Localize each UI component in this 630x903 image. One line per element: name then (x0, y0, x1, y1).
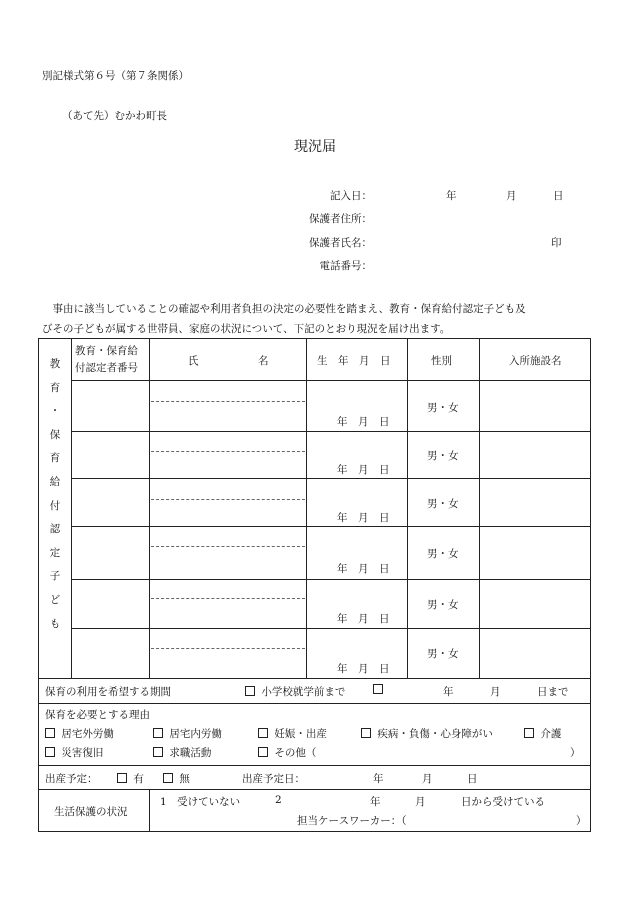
checkbox-icon (373, 684, 383, 694)
col-header-name-2: 名 (258, 355, 269, 367)
reason-other[interactable]: その他（ (258, 745, 316, 760)
checkbox-icon (45, 747, 55, 757)
form-number: 別記様式第６号（第７条関係） (42, 70, 189, 82)
checkbox-icon (117, 773, 127, 783)
checkbox-icon (45, 728, 55, 738)
phone-label: 電話番号： (319, 260, 372, 272)
reason-other-close: ） (570, 747, 581, 759)
date-year: 年 (446, 190, 457, 202)
intro-text (42, 299, 592, 339)
welfare-option-2: 2 (275, 794, 282, 806)
page-title: 現況届 (294, 139, 336, 155)
row-6-birth: 年 月 日 (337, 663, 390, 675)
period-option-until-school[interactable]: 小学校就学前まで (245, 684, 345, 699)
addressee: （あて先）むかわ町長 (62, 110, 167, 122)
checkbox-icon (361, 728, 371, 738)
address-row (0, 211, 630, 227)
row-4-birth: 年 月 日 (337, 563, 390, 575)
period-option-date[interactable] (373, 684, 386, 696)
seal-mark: 印 (551, 237, 562, 249)
reason-care[interactable]: 介護 (524, 726, 561, 741)
reason-disaster[interactable]: 災害復旧 (45, 745, 103, 760)
guardian-name-label: 保護者氏名： (309, 237, 372, 249)
period-year: 年 (443, 686, 454, 698)
row-3-birth: 年 月 日 (337, 512, 390, 524)
birth-plan-label: 出産予定： (45, 773, 98, 785)
reason-work-outside[interactable]: 居宅外労働 (45, 726, 114, 741)
col-header-facility: 入所施設名 (509, 355, 562, 367)
phone-row (0, 258, 630, 274)
reason-job-search[interactable]: 求職活動 (153, 745, 211, 760)
birth-plan-no[interactable]: 無 (163, 771, 190, 786)
checkbox-icon (524, 728, 534, 738)
welfare-month: 月 (415, 796, 426, 808)
col-header-number: 教育・保育給 付認定者番号 (75, 345, 138, 374)
reason-pregnancy[interactable]: 妊娠・出産 (258, 726, 327, 741)
row-5-gender: 男・女 (427, 599, 459, 611)
date-month: 月 (506, 190, 517, 202)
row-2-birth: 年 月 日 (337, 464, 390, 476)
row-6-gender: 男・女 (427, 648, 459, 660)
row-3-gender: 男・女 (427, 498, 459, 510)
welfare-label: 生活保護の状況 (54, 806, 128, 818)
row-2-gender: 男・女 (427, 450, 459, 462)
name-row (0, 235, 630, 251)
reason-illness[interactable]: 疾病・負傷・心身障がい (361, 726, 493, 741)
side-label: 教 育 ・ 保 育 給 付 認 定 子 ど も (49, 358, 61, 630)
date-row (0, 188, 630, 204)
checkbox-icon (153, 728, 163, 738)
welfare-from: 日から受けている (461, 796, 545, 808)
checkbox-icon (163, 773, 173, 783)
birth-plan-date-label: 出産予定日： (242, 773, 305, 785)
intro-line-1: 事由に該当していることの確認や利用者負担の決定の必要性を踏まえ、教育・保育給付認定子ども及 (42, 303, 526, 315)
caseworker-label: 担当ケースワーカー：（ (297, 815, 407, 827)
checkbox-icon (258, 728, 268, 738)
intro-line-2: びその子どもが属する世帯員、家庭の状況について、下記のとおり現況を届け出ます。 (42, 323, 451, 335)
caseworker-close: ） (576, 815, 587, 827)
period-label: 保育の利用を希望する期間 (45, 686, 171, 698)
date-label: 記入日： (330, 190, 372, 202)
checkbox-icon (258, 747, 268, 757)
col-header-birth: 生 年 月 日 (317, 355, 391, 367)
birth-plan-month: 月 (422, 773, 433, 785)
row-4-gender: 男・女 (427, 548, 459, 560)
birth-plan-yes[interactable]: 有 (117, 771, 144, 786)
reason-work-home[interactable]: 居宅内労働 (153, 726, 222, 741)
birth-plan-year: 年 (373, 773, 384, 785)
birth-plan-day: 日 (467, 773, 478, 785)
welfare-option-1: 1 受けていない (160, 796, 241, 808)
row-1-gender: 男・女 (427, 402, 459, 414)
application-table (38, 338, 591, 832)
checkbox-icon (153, 747, 163, 757)
address-label: 保護者住所： (309, 213, 372, 225)
welfare-year: 年 (370, 796, 381, 808)
period-month: 月 (490, 686, 501, 698)
col-header-name-1: 氏 (188, 355, 199, 367)
date-day: 日 (553, 190, 564, 202)
reason-label: 保育を必要とする理由 (45, 709, 150, 721)
row-1-birth: 年 月 日 (337, 416, 390, 428)
row-5-birth: 年 月 日 (337, 613, 390, 625)
checkbox-icon (245, 686, 255, 696)
col-header-gender: 性別 (431, 355, 452, 367)
period-until: 日まで (537, 686, 569, 698)
